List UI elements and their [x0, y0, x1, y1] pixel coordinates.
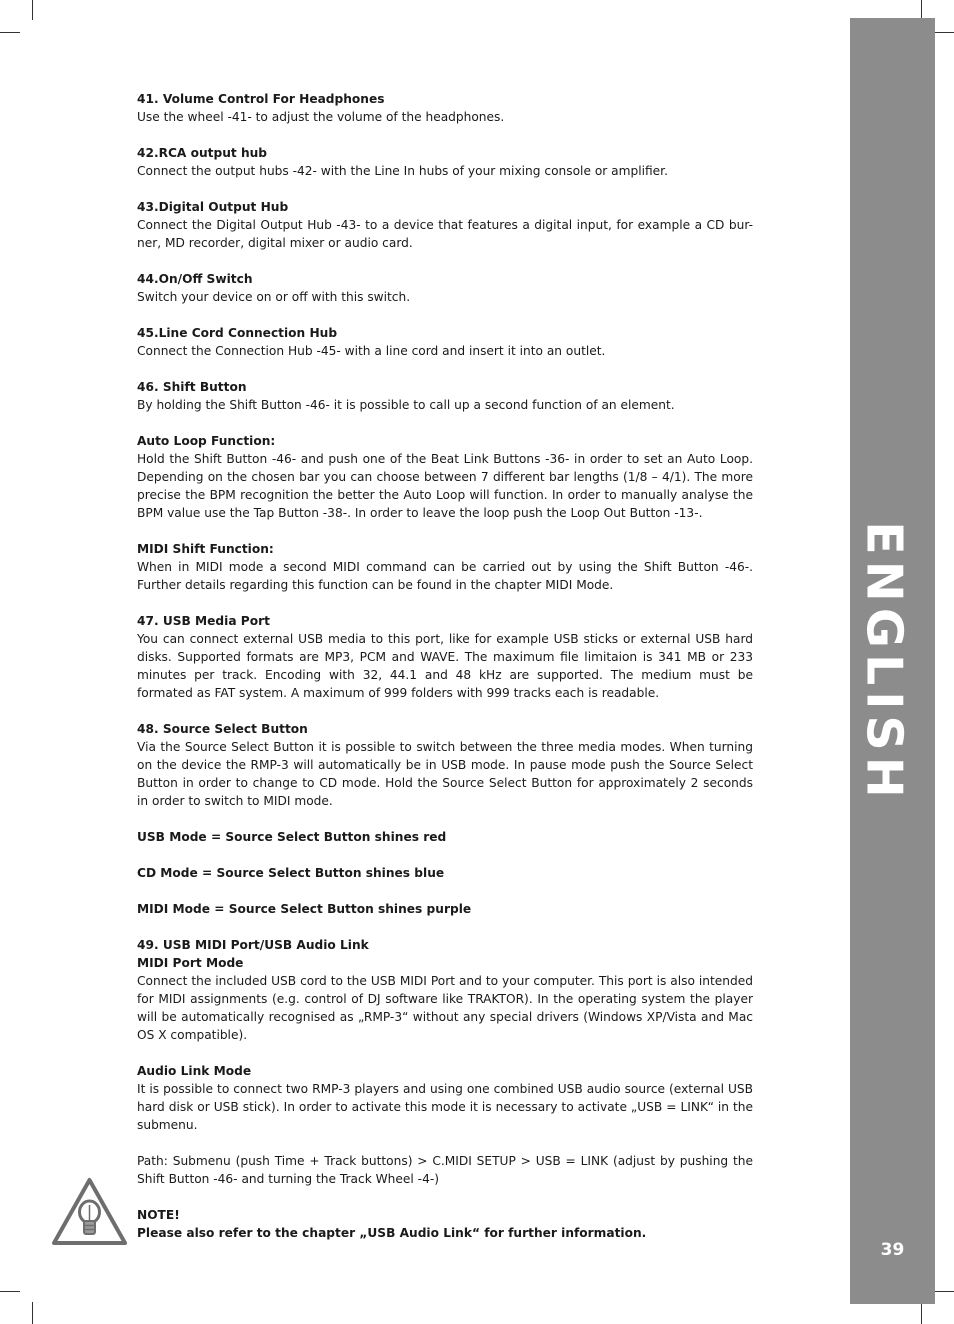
section-heading: 44.On/Off Switch [137, 272, 253, 286]
section-heading: 41. Volume Control For Headphones [137, 92, 385, 106]
section-text: Connect the Digital Output Hub -43- to a device that features a digital input, for example a CD bur-ner, MD recorder, digital mixer or audio card. [137, 218, 753, 250]
page-number: 39 [880, 1240, 905, 1260]
section-text: Connect the output hubs -42- with the Line In hubs of your mixing console or amplifier. [137, 164, 668, 178]
note-text: Please also refer to the chapter „USB Audio Link“ for further information. [137, 1226, 647, 1240]
section-text: Hold the Shift Button -46- and push one of the Beat Link Buttons -36- in order to set an Auto Loop. Depending on the chosen bar you can choose between 7 different bar lengths (1/8 – 4/1). The more precise the BPM recognition the better the Auto Loop will function. In order to manually analyse the BPM value use the Tap Button -38-. In order to leave the loop push the Loop Out Button -13-. [137, 452, 753, 520]
section-heading: 48. Source Select Button [137, 722, 308, 736]
section-text: Connect the included USB cord to the USB MIDI Port and to your computer. This port is also intended for MIDI assignments (e.g. control of DJ software like TRAKTOR). In the operating system the player will be automatically recognised as „RMP-3“ without any special drivers (Windows XP/Vista and Mac OS X compatible). [137, 974, 753, 1042]
language-tab [848, 521, 920, 804]
section-text: Switch your device on or off with this switch. [137, 290, 411, 304]
subsection-heading: Audio Link Mode [137, 1064, 252, 1078]
crop-mark [934, 32, 954, 33]
crop-mark [921, 0, 922, 20]
section-heading: Auto Loop Function: [137, 434, 276, 448]
section-heading: 47. USB Media Port [137, 614, 270, 628]
crop-mark [921, 1302, 922, 1324]
manual-body [137, 90, 753, 1242]
section-text: Connect the Connection Hub -45- with a line cord and insert it into an outlet. [137, 344, 606, 358]
section-heading: USB Mode = Source Select Button shines red [137, 830, 447, 844]
menu-path-text: Path: Submenu (push Time + Track buttons) > C.MIDI SETUP > USB = LINK (adjust by pushing the Shift Button -46- and turning the Track Wheel -4-) [137, 1154, 753, 1186]
section-heading: 49. USB MIDI Port/USB Audio Link [137, 938, 369, 952]
language-label: ENGLISH [855, 521, 913, 804]
section-text: By holding the Shift Button -46- it is possible to call up a second function of an element. [137, 398, 675, 412]
section-list [137, 90, 753, 936]
crop-mark [32, 0, 33, 20]
section-heading: 43.Digital Output Hub [137, 200, 289, 214]
section-heading: 45.Line Cord Connection Hub [137, 326, 338, 340]
section-text: Via the Source Select Button it is possible to switch between the three media modes. When turning on the device the RMP-3 will automatically be in USB mode. In pause mode push the Source Select Button in order to change to CD mode. Hold the Source Select Button for approximately 2 seconds in order to switch to MIDI mode. [137, 740, 753, 808]
section-text: Use the wheel -41- to adjust the volume of the headphones. [137, 110, 505, 124]
section-text: When in MIDI mode a second MIDI command can be carried out by using the Shift Button -46-. Further details regarding this function can be found in the chapter MIDI Mode. [137, 560, 753, 592]
crop-mark [0, 1291, 20, 1292]
note-heading: NOTE! [137, 1208, 180, 1222]
section-heading: MIDI Mode = Source Select Button shines purple [137, 902, 472, 916]
subsection-heading: MIDI Port Mode [137, 956, 244, 970]
warning-triangle-icon [51, 1177, 128, 1246]
crop-mark [32, 1302, 33, 1324]
section-heading: MIDI Shift Function: [137, 542, 274, 556]
crop-mark [934, 1291, 954, 1292]
section-heading: CD Mode = Source Select Button shines blue [137, 866, 445, 880]
section-heading: 46. Shift Button [137, 380, 247, 394]
section-text: It is possible to connect two RMP-3 players and using one combined USB audio source (external USB hard disk or USB stick). In order to activate this mode it is necessary to activate „USB = LINK“ in the submenu. [137, 1082, 753, 1132]
section-heading: 42.RCA output hub [137, 146, 268, 160]
section-text: You can connect external USB media to this port, like for example USB sticks or external USB hard disks. Supported formats are MP3, PCM and WAVE. The maximum file limitaion is 341 MB or 233 minutes per track. Encoding with 32, 44.1 and 48 kHz are supported. The medium must be formated as FAT system. A maximum of 999 folders with 999 tracks each is readable. [137, 632, 753, 700]
crop-mark [0, 32, 20, 33]
